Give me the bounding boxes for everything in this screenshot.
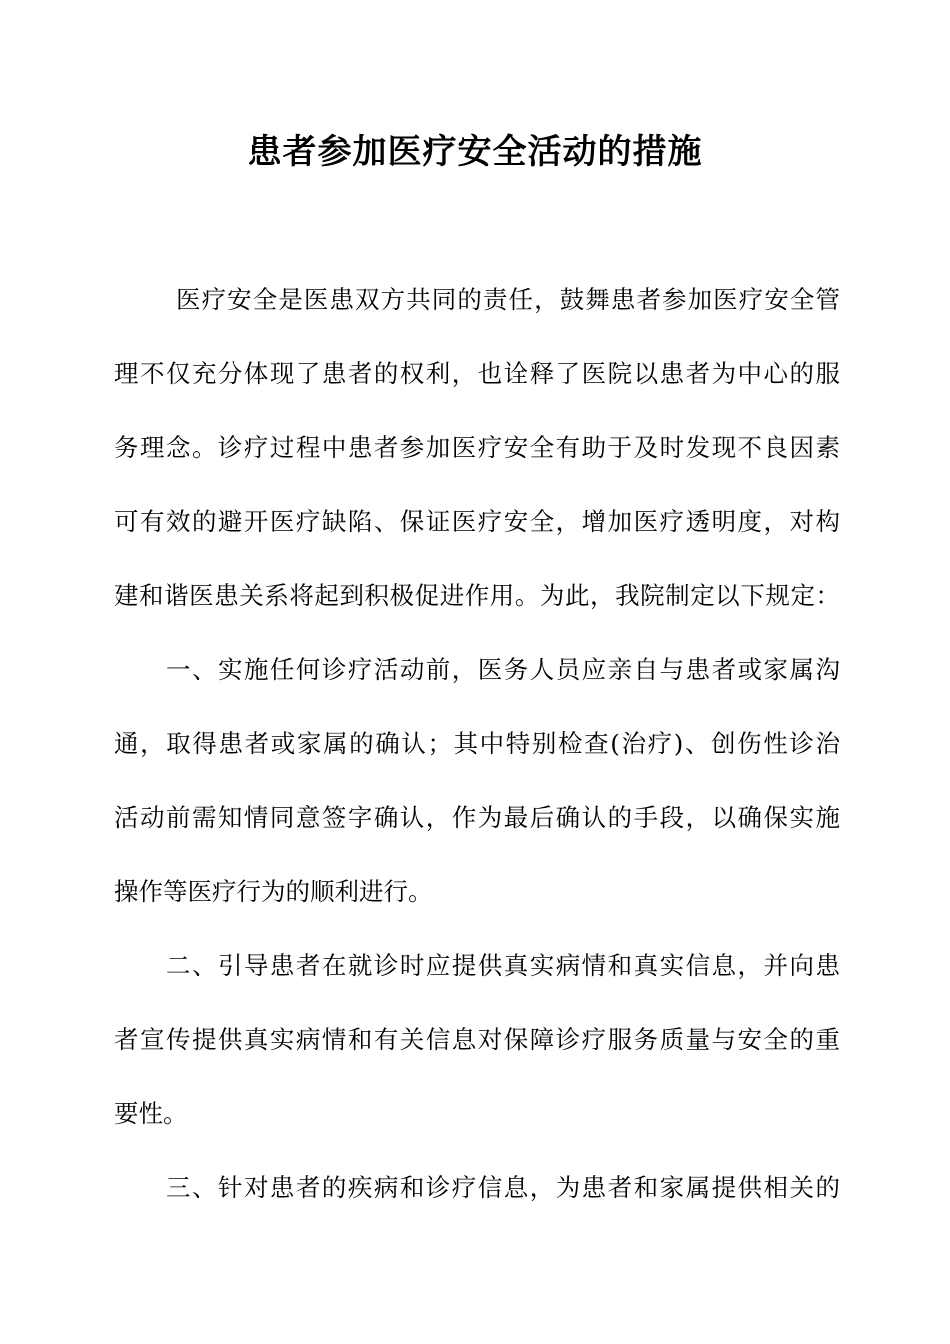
paragraph-line: 医疗安全是医患双方共同的责任，鼓舞患者参加医疗安全管 [176, 285, 840, 314]
paragraph-line: 三、针对患者的疾病和诊疗信息，为患者和家属提供相关的 [166, 1173, 840, 1202]
document-title: 患者参加医疗安全活动的措施 [247, 132, 703, 172]
paragraph-line: 可有效的避开医疗缺陷、保证医疗安全，增加医疗透明度，对构 [114, 507, 840, 536]
paragraph-line: 务理念。诊疗过程中患者参加医疗安全有助于及时发现不良因素 [114, 433, 840, 462]
paragraph-line: 一、实施任何诊疗活动前，医务人员应亲自与患者或家属沟 [166, 655, 840, 684]
paragraph-line: 通，取得患者或家属的确认；其中特别检查(治疗)、创伤性诊治 [114, 729, 840, 758]
paragraph-line: 活动前需知情同意签字确认，作为最后确认的手段，以确保实施 [114, 803, 840, 832]
paragraph-line: 要性。 [114, 1099, 188, 1128]
paragraph-line: 二、引导患者在就诊时应提供真实病情和真实信息，并向患 [166, 951, 840, 980]
paragraph-line: 者宣传提供真实病情和有关信息对保障诊疗服务质量与安全的重 [114, 1025, 840, 1054]
paragraph-line: 建和谐医患关系将起到积极促进作用。为此，我院制定以下规定： [114, 581, 840, 610]
paragraph-line: 理不仅充分体现了患者的权利，也诠释了医院以患者为中心的服 [114, 359, 840, 388]
paragraph-line: 操作等医疗行为的顺利进行。 [114, 877, 433, 906]
